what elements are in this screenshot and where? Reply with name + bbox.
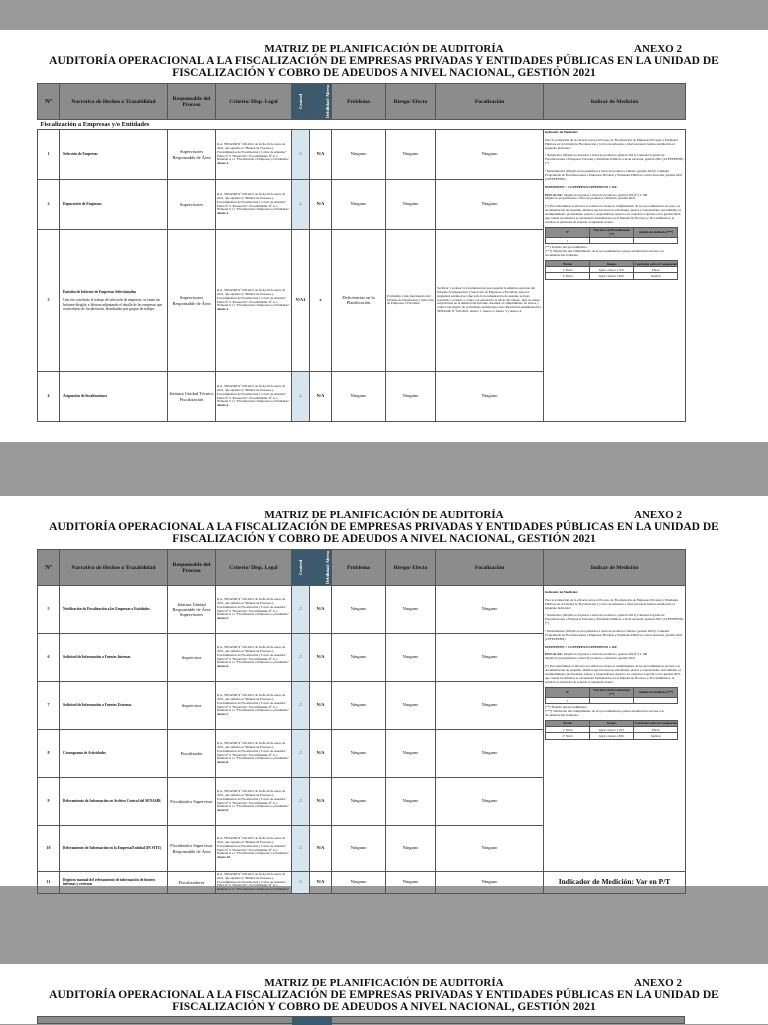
- page-header: [0, 30, 768, 79]
- table-header: [38, 84, 686, 120]
- row-num: 10: [38, 826, 60, 872]
- row-debilidad: N/A: [310, 778, 332, 826]
- row-criterio: R.A. SENASIR Nº 018-2021 de fecha 26 de enero de 2021, que aprueba el "Manual de Procesos y Procedimientos de Fiscalización y Cobro de Adeudos" Punto Nº 6 "Desarrollo", Procedimiento Nº 6.1., Numeral 6.1.1 "Fiscalización a Empresas y/o Entidades" Anexo 7.: [216, 682, 292, 730]
- doc-subtitle-1: AUDITORÍA OPERACIONAL A LA FISCALIZACIÓN DE EMPRESAS PRIVADAS Y ENTIDADES PÚBLICAS EN LA UNIDAD DE: [49, 55, 719, 67]
- col-focalizacion: Focalización: [436, 84, 544, 120]
- row-debilidad: N/A: [310, 634, 332, 682]
- row-control: ☐: [292, 730, 310, 778]
- row-num: 4: [38, 372, 60, 422]
- row-debilidad: N/A: [310, 682, 332, 730]
- row-responsable: Supervisor: [168, 634, 216, 682]
- col-criterio: Criterio/ Disp. Legal: [216, 550, 292, 586]
- row-problema: Ninguno: [332, 586, 386, 634]
- row-criterio: R.A. SENASIR Nº 018-2021 de fecha 26 de enero de 2021, que aprueba el "Manual de Procesos y Procedimientos de Fiscalización y Cobro de Adeudos" Punto Nº 6 "Desarrollo", Procedimiento Nº 6.1., Numeral 6.1.1 "Fiscalización a Empresas y/o Entidades" Anexo 10.: [216, 826, 292, 872]
- row-control: ☐: [292, 778, 310, 826]
- row-criterio: R.A. SENASIR Nº 018-2021 de fecha 26 de enero de 2021, que aprueba el "Manual de Procesos y Procedimientos de Fiscalización y Cobro de Adeudos" Punto Nº 6 "Desarrollo", Procedimiento Nº 6.1., Numeral 6.1.1 "Fiscalización a Empresas y/o Entidades" Anexo 4.: [216, 372, 292, 422]
- row-problema: Ninguno: [332, 872, 386, 894]
- row-focalizacion: Ninguno: [436, 872, 544, 894]
- page-2: [0, 496, 768, 892]
- doc-subtitle-2: FISCALIZACIÓN Y COBRO DE ADEUDOS A NIVEL NACIONAL, GESTIÓN 2021: [172, 67, 596, 79]
- row-riesgo: Ninguno: [386, 130, 436, 180]
- row-criterio: R.A. SENASIR Nº 018-2021 de fecha 26 de enero de 2021, que aprueba el "Manual de Procesos y Procedimientos de Fiscalización y Cobro de Adeudos" Punto Nº 6 "Desarrollo", Procedimiento Nº 6.1., Numeral 6.1.1 "Fiscalización a Empresas y/o Entidades" Anexo 9.: [216, 778, 292, 826]
- row-responsable: Fiscalizadores: [168, 872, 216, 894]
- col-responsable: Responsable del Proceso: [168, 84, 216, 120]
- row-criterio: R.A. SENASIR Nº 018-2021 de fecha 26 de enero de 2021, que aprueba el "Manual de Procesos y Procedimientos de Fiscalización y Cobro de Adeudos" Punto Nº 6 "Desarrollo", Procedimiento Nº 6.1., Numeral 6.1.1 "Fiscalización a Empresas y/o Entidades" Anexo 5.: [216, 586, 292, 634]
- row-narrativa: Registro manual del relevamiento de información de fuentes internas y externas: [60, 872, 168, 894]
- row-debilidad: N/A: [310, 872, 332, 894]
- row-responsable: Jefatura Unidad Técnico Fiscalización: [168, 372, 216, 422]
- row-focalizacion: Ninguno: [436, 778, 544, 826]
- row-debilidad: N/A: [310, 372, 332, 422]
- col-riesgo: Riesgo/ Efecto: [386, 550, 436, 586]
- row-control: ☐: [292, 872, 310, 894]
- row-problema: Ninguno: [332, 130, 386, 180]
- col-indicador: Indicar de Medición: [544, 84, 686, 120]
- review-table: Nº Narrativa del Procedimiento (**) Análisis de Auditoría (***) 1: [545, 687, 678, 705]
- row-narrativa: Relevamiento de Información en Archivo Central del SENASIR: [60, 778, 168, 826]
- col-narrativa: Narrativa de Hechos o Trazabilidad: [60, 84, 168, 120]
- row-debilidad: N/A: [310, 826, 332, 872]
- doc-subtitle-2: FISCALIZACIÓN Y COBRO DE ADEUDOS A NIVEL NACIONAL, GESTIÓN 2021: [172, 533, 596, 545]
- col-debilidad: Debilidad/ Alerta: [310, 84, 332, 120]
- row-responsable: Fiscalizador Supervisor: [168, 778, 216, 826]
- row-debilidad: N/A: [310, 730, 332, 778]
- row-num: 7: [38, 682, 60, 730]
- row-responsable: Fiscalizador: [168, 730, 216, 778]
- matrix-table-page-1: [37, 83, 686, 422]
- row-problema: Ninguno: [332, 634, 386, 682]
- col-narrativa: Narrativa de Hechos o Trazabilidad: [60, 550, 168, 586]
- indicator-cell: Indicador de Medición: Para la evaluación de la eficacia sobre el Proceso de Fiscalización de Empresas Privadas y Entidades Públicas en la Unidad de Fiscalización y Cobro de Adeudos a nivel nacional, hemos establecido el siguiente indicador: • Numerador (Objetivos logrados a nivel de productos, gestión 2021) Cantidad Lograda de Fiscalizaciones a Empresas Privadas y Entidades Públicas a nivel nacional, gestión 2021 (CLFEPPENN) (*) • Denominador (Objetivos programados a nivel de productos válidos, gestión 2021): Cantidad Programada de Fiscalizaciones a Empresas Privadas y Entidades Públicas a nivel nacional, gestión 2021 (CPFEPPENN) EFPEPPENN = CLFEPPENN/CPFEPPENN x 100 EFICACIA= Objetivos logrados a nivel de productos, gestión 2021(*) x 100 Objetivos programados a nivel de productos validados, gestión 2021 (*) Para determinar la eficacia se tomará en cuenta el cumplimiento de los procedimientos en base a la documentación de respaldo, mismos que involucran actividades, plazos y responsables. Así también, el incumplimiento (actividades, plazos y responsables) restará a los objetivos logrados en la gestión 2021, que cuente los mismos se encuentran formalizados en el Manual de Procesos y Procedimientos, la revisión se efectuará de acuerdo al siguiente cuadro: Nº Narrativa del Procedimiento (**) Análisis de Auditoría (***) 1 (**) Trazado del procedimiento. (***) Validación del cumplimiento de los procedimientos, plazos establecidos en base a la documentación evaluada. Niveles Rangos Conclusión sobre el Componente 1º Nivel Igual o mayor a 70% Eficaz 2º Nivel Igual o menor a 69% Ineficaz: [544, 586, 686, 872]
- row-narrativa: Relevamiento de Información en la Empresa/Entidad (IN SITU): [60, 826, 168, 872]
- row-num: 3: [38, 230, 60, 372]
- row-narrativa: Notificación de Fiscalización a las Empresas o Entidades.: [60, 586, 168, 634]
- row-num: 8: [38, 730, 60, 778]
- row-riesgo: Ninguno: [386, 634, 436, 682]
- row-focalizacion: Verificar y evaluar la documentación que respalde la emisión oportuna del Informe de Depuración y Selección de Empresas a Fiscalizar, bajo los siguientes parámetros: Que toda la documentación de sustento se haya solicitado, revisado y coteje con antelación al inicio del trabajo. Que no exista subjetividad en la emisión del Informe. Analizar el cumplimiento de plazos y orden cronológico de actividades establecidos en la Resolución Administrativa SENASIR Nº 018-2021. Anexo 1, Anexo 2, Anexo 3 y Anexo 4.: [436, 230, 544, 372]
- levels-table: Niveles Rangos Conclusión sobre el Componente 1º Nivel Igual o mayor a 70% Eficaz 2º Nivel Igual o menor a 69% Ineficaz: [545, 720, 678, 740]
- row-narrativa: Emisión de Informe de Empresas Seleccionadas Una vez concluido el trabajo de selección de empresas, se emite un Informe dirigido a Jefatura adjuntando el detalle de las empresas que serán objeto de fiscalización, distribuidos por grupos de trabajo.: [60, 230, 168, 372]
- page-3: [0, 964, 768, 1024]
- row-num: 11: [38, 872, 60, 894]
- row-num: 2: [38, 180, 60, 230]
- row-num: 5: [38, 586, 60, 634]
- row-num: 9: [38, 778, 60, 826]
- row-criterio: R.A. SENASIR Nº 018-2021 de fecha 26 de enero de 2021, que aprueba el "Manual de Procesos y Procedimientos de Fiscalización y Cobro de Adeudos" Punto Nº 6 "Desarrollo", Procedimiento Nº 6.1., Numeral 6.1.1 "Fiscalización a Empresas y/o Entidades" Anexo 3.: [216, 230, 292, 372]
- row-debilidad: N/A: [310, 586, 332, 634]
- row-narrativa: Cronograma de Actividades: [60, 730, 168, 778]
- row-narrativa: Selección de Empresas: [60, 130, 168, 180]
- row-responsable: Supervisores: [168, 180, 216, 230]
- row-debilidad: N/A: [310, 180, 332, 230]
- page-header: [0, 964, 768, 1013]
- row-narrativa: Solicitud de Información a Fuentes Externas: [60, 682, 168, 730]
- col-problema: Problema: [332, 84, 386, 120]
- levels-table: Niveles Rangos Conclusión sobre el Componente 1º Nivel Igual o mayor a 70% Eficaz 2º Nivel Igual o menor a 69% Ineficaz: [545, 260, 678, 280]
- col-problema: Problema: [332, 550, 386, 586]
- row-control: ☐: [292, 826, 310, 872]
- row-problema: Ninguno: [332, 730, 386, 778]
- doc-subtitle-2: FISCALIZACIÓN Y COBRO DE ADEUDOS A NIVEL NACIONAL, GESTIÓN 2021: [172, 1001, 596, 1013]
- row-problema: Ninguno: [332, 778, 386, 826]
- col-responsable: Responsable del Proceso: [168, 550, 216, 586]
- row-control: ☐: [292, 372, 310, 422]
- indicator-cell: Indicador de Medición: Para la evaluación de la eficacia sobre el Proceso de Fiscalización de Empresas Privadas y Entidades Públicas en la Unidad de Fiscalización y Cobro de Adeudos a nivel nacional, hemos establecido el siguiente indicador: • Numerador (Objetivos logrados a nivel de productos, gestión 2021) Cantidad Lograda de Fiscalizaciones a Empresas Privadas y Entidades Públicas a nivel nacional, gestión 2021 (CLFEPPENN) (*) • Denominador (Objetivos programados a nivel de productos válidos, gestión 2021): Cantidad Programada de Fiscalizaciones a Empresas Privadas y Entidades Públicas a nivel nacional, gestión 2021 (CPFEPPENN) EFPEPPENN = CLFEPPENN/CPFEPPENN x 100 EFICACIA= Objetivos logrados a nivel de productos, gestión 2021(*) x 100 Objetivos programados a nivel de productos validados, gestión 2021 (*) Para determinar la eficacia se tomará en cuenta el cumplimiento de los procedimientos en base a la documentación de respaldo, mismos que involucran actividades, plazos y responsables. Así también, el incumplimiento (actividades, plazos y responsables) restará a los objetivos logrados en la gestión 2021, que cuente los mismos se encuentran formalizados en el Manual de Procesos y Procedimientos, la revisión se efectuará de acuerdo al siguiente cuadro: Nº Narrativa del Procedimiento (**) Análisis de Auditoría (***) 1 (**) Trazado del procedimiento. (***) Validación del cumplimiento de los procedimientos, plazos establecidos en base a la documentación evaluada. Niveles Rangos Conclusión sobre el Componente 1º Nivel Igual o mayor a 70% Eficaz 2º Nivel Igual o menor a 69% Ineficaz: [544, 130, 686, 422]
- table-row: [38, 586, 686, 634]
- table-row: [38, 130, 686, 180]
- doc-subtitle-1: AUDITORÍA OPERACIONAL A LA FISCALIZACIÓN DE EMPRESAS PRIVADAS Y ENTIDADES PÚBLICAS EN LA UNIDAD DE: [49, 989, 719, 1001]
- row-criterio: R.A. SENASIR Nº 018-2021 de fecha 26 de enero de 2021, que aprueba el "Manual de Procesos y Procedimientos de Fiscalización y Cobro de Adeudos" Punto Nº 6 "Desarrollo", Procedimiento Nº 6.1., Numeral 6.1.1 "Fiscalización a Empresas y/o Entidades": [216, 872, 292, 894]
- row-responsable: Supervisores Responsable de Área: [168, 230, 216, 372]
- doc-title: MATRIZ DE PLANIFICACIÓN DE AUDITORÍA: [264, 977, 504, 989]
- anexo-label: ANEXO 2: [634, 509, 682, 521]
- table-header: [38, 550, 686, 586]
- row-narrativa: Depuración de Empresas: [60, 180, 168, 230]
- row-control: N/A1: [292, 230, 310, 372]
- col-control: Control: [292, 84, 310, 120]
- row-riesgo: Ninguno: [386, 826, 436, 872]
- col-debilidad: Debilidad/ Alerta: [310, 550, 332, 586]
- row-focalizacion: Ninguno: [436, 634, 544, 682]
- row-criterio: R.A. SENASIR Nº 018-2021 de fecha 26 de enero de 2021, que aprueba el "Manual de Procesos y Procedimientos de Fiscalización y Cobro de Adeudos" Punto Nº 6 "Desarrollo", Procedimiento Nº 6.1., Numeral 6.1.1 "Fiscalización a Empresas y/o Entidades" Anexo 2.: [216, 180, 292, 230]
- row-responsable: Supervisores Responsable de Área: [168, 130, 216, 180]
- row-focalizacion: Ninguno: [436, 730, 544, 778]
- doc-title: MATRIZ DE PLANIFICACIÓN DE AUDITORÍA: [264, 509, 504, 521]
- row-control: ☐: [292, 682, 310, 730]
- row-responsable: Supervisor: [168, 682, 216, 730]
- table-row: [38, 872, 686, 894]
- row-focalizacion: Ninguno: [436, 130, 544, 180]
- row-problema: Deficiencias en la Planificación: [332, 230, 386, 372]
- row-riesgo: Ninguno: [386, 586, 436, 634]
- col-num: Nº: [38, 84, 60, 120]
- section-row: [38, 120, 686, 130]
- section-label: Fiscalización a Empresas y/o Entidades: [40, 121, 150, 128]
- indicator-bottom: Indicador de Medición: Var en P/T: [544, 872, 686, 894]
- row-riesgo: Ninguno: [386, 778, 436, 826]
- row-focalizacion: Ninguno: [436, 826, 544, 872]
- row-criterio: R.A. SENASIR Nº 018-2021 de fecha 26 de enero de 2021, que aprueba el "Manual de Procesos y Procedimientos de Fiscalización y Cobro de Adeudos" Punto Nº 6 "Desarrollo", Procedimiento Nº 6.1., Numeral 6.1.1 "Fiscalización a Empresas y/o Entidades" Anexo 6.: [216, 634, 292, 682]
- row-focalizacion: Ninguno: [436, 180, 544, 230]
- doc-title: MATRIZ DE PLANIFICACIÓN DE AUDITORÍA: [264, 43, 504, 55]
- row-problema: Ninguno: [332, 180, 386, 230]
- page-1: [0, 30, 768, 442]
- row-riesgo: Ninguno: [386, 730, 436, 778]
- col-indicador: Indicar de Medición: [544, 550, 686, 586]
- row-focalizacion: Ninguno: [436, 372, 544, 422]
- row-control: ☐: [292, 634, 310, 682]
- row-debilidad: N/A: [310, 130, 332, 180]
- row-control: ☐: [292, 586, 310, 634]
- col-riesgo: Riesgo/ Efecto: [386, 84, 436, 120]
- row-focalizacion: Ninguno: [436, 682, 544, 730]
- col-num: Nº: [38, 550, 60, 586]
- row-control: ☐: [292, 130, 310, 180]
- row-responsable: Jefatura Unidad Responsable de Área Supervisores: [168, 586, 216, 634]
- row-narrativa: Asignación de fiscalizaciones: [60, 372, 168, 422]
- col-focalizacion: Focalización: [436, 550, 544, 586]
- anexo-label: ANEXO 2: [634, 43, 682, 55]
- row-responsable: Fiscalizador Supervisor Responsable de Área: [168, 826, 216, 872]
- row-focalizacion: Ninguno: [436, 586, 544, 634]
- row-criterio: R.A. SENASIR Nº 018-2021 de fecha 26 de enero de 2021, que aprueba el "Manual de Procesos y Procedimientos de Fiscalización y Cobro de Adeudos" Punto Nº 6 "Desarrollo", Procedimiento Nº 6.1., Numeral 6.1.1 "Fiscalización a Empresas y/o Entidades" Anexo 1.: [216, 130, 292, 180]
- matrix-table-page-2: [37, 549, 686, 894]
- page-header: [0, 496, 768, 545]
- row-criterio: R.A. SENASIR Nº 018-2021 de fecha 26 de enero de 2021, que aprueba el "Manual de Procesos y Procedimientos de Fiscalización y Cobro de Adeudos" Punto Nº 6 "Desarrollo", Procedimiento Nº 6.1., Numeral 6.1.1 "Fiscalización a Empresas y/o Entidades" Anexo 8.: [216, 730, 292, 778]
- col-control: Control: [292, 550, 310, 586]
- anexo-label: ANEXO 2: [634, 977, 682, 989]
- row-num: 6: [38, 634, 60, 682]
- review-table: Nº Narrativa del Procedimiento (**) Análisis de Auditoría (***) 1: [545, 227, 678, 245]
- row-problema: Ninguno: [332, 372, 386, 422]
- doc-subtitle-1: AUDITORÍA OPERACIONAL A LA FISCALIZACIÓN DE EMPRESAS PRIVADAS Y ENTIDADES PÚBLICAS EN LA UNIDAD DE: [49, 521, 719, 533]
- row-riesgo: Ninguno: [386, 372, 436, 422]
- row-narrativa: Solicitud de Información a Fuentes Internas: [60, 634, 168, 682]
- row-problema: Ninguno: [332, 826, 386, 872]
- row-riesgo: Ninguno: [386, 872, 436, 894]
- col-criterio: Criterio/ Disp. Legal: [216, 84, 292, 120]
- row-riesgo: Ninguno: [386, 682, 436, 730]
- row-problema: Ninguno: [332, 682, 386, 730]
- row-riesgo: Ninguno: [386, 180, 436, 230]
- row-control: ☐: [292, 180, 310, 230]
- row-riesgo: Problemas como inexistencia del Informe de Depuración y Selección de Empresas a Fiscalizar: [386, 230, 436, 372]
- row-debilidad: x: [310, 230, 332, 372]
- row-num: 1: [38, 130, 60, 180]
- table-header-partial: [37, 1016, 685, 1024]
